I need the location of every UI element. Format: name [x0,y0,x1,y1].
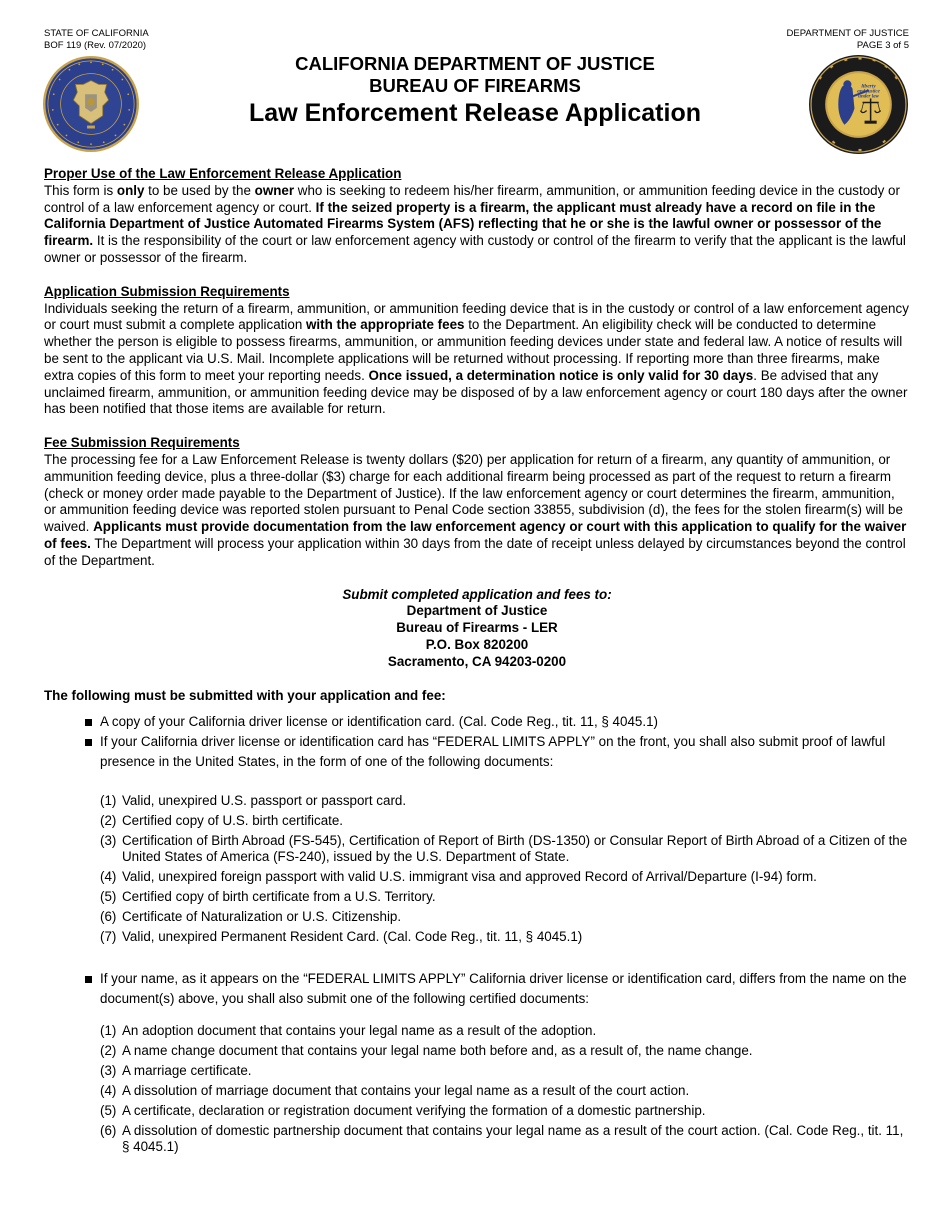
list-number: (7) [100,929,117,945]
requirement-text: A copy of your California driver license or identification card. (Cal. Code Reg., tit. 11, § 4045.1) [100,714,658,730]
list-item [100,869,910,885]
proper-use-emphasis: only [116,182,145,198]
list-text: A marriage certificate. [122,1063,252,1079]
svg-text:under law: under law [858,93,880,100]
list-number: (4) [100,1083,117,1099]
list-text: Certified copy of birth certificate from a U.S. Territory. [122,889,436,905]
list-number: (4) [100,869,117,885]
list-number: (3) [100,833,117,849]
list-number: (1) [100,1023,117,1039]
bureau-title: BUREAU OF FIREARMS [369,75,581,96]
list-item [100,833,910,865]
svg-text:liberty: liberty [861,83,876,90]
requirements-list [44,712,910,772]
address-line: Sacramento, CA 94203-0200 [387,653,567,669]
list-item [100,1123,910,1155]
bureau-of-firearms-seal [42,55,140,153]
list-item [100,1083,910,1099]
form-instructions [44,166,910,1159]
submission-text: to the Department. An eligibility check will be conducted to determine whether the person is eligible to possess firearms, ammunition, or ammunition feeding devices under state and federal law. A notice of results will be sent to the applicant via U.S. Mail. Incomplete applications will be returned without processing. If reporting more than three firearms, make extra copies of this form to meet your reporting needs. [44,317,903,383]
list-text: A certificate, declaration or registration document verifying the formation of a domestic partnership. [122,1103,706,1119]
submission-section [44,284,910,418]
submission-text: . Be advised that any unclaimed firearm, ammunition, or ammunition feeding device may be disposed of by a law enforcement agency or court 180 days after the owner has been notified that those items are available for return. [44,367,908,417]
list-number: (3) [100,1063,117,1079]
requirement-item [44,712,910,732]
list-text: Valid, unexpired foreign passport with valid U.S. immigrant visa and approved Record of Arrival/Departure (I-94) form. [122,869,817,885]
list-item [100,813,910,829]
state-label: STATE OF CALIFORNIA [44,28,149,39]
bullet-square-icon [85,739,92,746]
list-number: (1) [100,793,117,809]
address-line: Bureau of Firearms - LER [396,620,558,636]
requirement-text: If your California driver license or identification card has “FEDERAL LIMITS APPLY” on the front, you shall also submit proof of lawful presence in the United States, in the form of one of the following documents: [100,734,886,770]
list-text: An adoption document that contains your legal name as a result of the adoption. [122,1023,597,1039]
list-number: (6) [100,1123,117,1139]
requirements-heading: The following must be submitted with your application and fee: [44,687,446,703]
fee-text: The Department will process your application within 30 days from the date of receipt unless delayed by circumstances beyond the control of the Department. [44,535,906,568]
list-number: (6) [100,909,117,925]
list-text: A dissolution of domestic partnership document that contains your legal name as a result of the court action. (Cal. Code Reg., tit. 11, § 4045.1) [122,1123,904,1155]
name-difference-requirement [44,969,910,1009]
list-item [100,929,910,945]
form-title: Law Enforcement Release Application [249,99,701,127]
submission-emphasis: with the appropriate fees [305,317,465,333]
proper-use-text: who is seeking to redeem his/her firearm, ammunition, or ammunition feeding device in the custody or control of a law enforcement agency or court. [44,182,900,215]
list-item [100,1063,910,1079]
department-label: DEPARTMENT OF JUSTICE [786,28,909,39]
address-line: Department of Justice [406,603,548,619]
list-number: (5) [100,889,117,905]
fee-heading: Fee Submission Requirements [44,435,240,451]
list-text: Certified copy of U.S. birth certificate. [122,813,344,829]
list-text: Valid, unexpired Permanent Resident Card. (Cal. Code Reg., tit. 11, § 4045.1) [122,929,583,945]
requirement-item [44,969,910,1009]
address-line: P.O. Box 820200 [425,636,529,652]
list-number: (5) [100,1103,117,1119]
requirement-text: If your name, as it appears on the “FEDERAL LIMITS APPLY” California driver license or identification card, differs from the name on the document(s) above, you shall also submit one of the following certified documents: [100,971,907,1007]
address-heading: Submit completed application and fees to: [342,586,612,602]
proper-use-emphasis: owner [254,182,295,198]
lawful-presence-documents [44,793,910,945]
svg-text:and justice: and justice [857,88,880,95]
requirement-item [44,732,910,772]
bullet-square-icon [85,719,92,726]
bullet-square-icon [85,976,92,983]
submission-emphasis: Once issued, a determination notice is only valid for 30 days [368,367,754,383]
list-item [100,1023,910,1039]
submission-text: Individuals seeking the return of a firearm, ammunition, or ammunition feeding device that is in the custody or control of a law enforcement agency or court must submit a complete application [44,300,909,333]
list-text: Certification of Birth Abroad (FS-545), Certification of Report of Birth (DS-1350) or Consular Report of Birth Abroad of a Citizen of the United States of America (FS-240), issued by the U.S. Department of State. [122,833,908,865]
list-text: Valid, unexpired U.S. passport or passport card. [122,793,407,809]
page-number: PAGE 3 of 5 [856,40,909,51]
fee-text: The processing fee for a Law Enforcement Release is twenty dollars ($20) per application for return of a firearm, any quantity of ammunition, or ammunition feeding device, plus a three-dollar ($3) charge for each additional firearm being processed as part of the request to return a firearm (check or money order made payable to the Department of Justice). If the law enforcement agency or court determines the firearm, ammunition, or ammunition feeding device was reported stolen pursuant to Penal Code section 33855, subdivision (d), the fees for the stolen firearm(s) will be waived. [44,451,903,535]
agency-title: CALIFORNIA DEPARTMENT OF JUSTICE [295,53,655,74]
list-item [100,889,910,905]
certified-name-documents [44,1023,910,1155]
attorney-general-seal [808,54,909,155]
proper-use-text: It is the responsibility of the court or law enforcement agency with custody or control of the firearm to verify that the applicant is the lawful owner or possessor of the firearm. [44,233,906,265]
proper-use-text: This form is [44,182,117,198]
proper-use-text: to be used by the [144,182,255,198]
document-title-block [200,53,750,129]
list-item [100,793,910,809]
list-text: A dissolution of marriage document that contains your legal name as a result of the court action. [122,1083,690,1099]
proper-use-heading: Proper Use of the Law Enforcement Release Application [44,166,402,181]
list-number: (2) [100,1043,117,1059]
proper-use-section [44,166,910,267]
list-number: (2) [100,813,117,829]
fee-section [44,435,910,569]
submission-heading: Application Submission Requirements [44,283,290,299]
list-item [100,1103,910,1119]
form-id-block [44,28,149,52]
list-item [100,1043,910,1059]
page-info-block [787,28,909,52]
form-number: BOF 119 (Rev. 07/2020) [44,40,147,51]
list-item [100,909,910,925]
list-text: Certificate of Naturalization or U.S. Citizenship. [122,909,402,925]
proper-use-emphasis: If the seized property is a firearm, the applicant must already have a record on file in the California Department of Justice Automated Firearms System (AFS) reflecting that he or she is the lawful owner or possessor of the firearm. [44,199,882,249]
list-text: A name change document that contains your legal name both before and, as a result of, the name change. [122,1043,753,1059]
fee-emphasis: Applicants must provide documentation from the law enforcement agency or court with this application to qualify for the waiver of fees. [44,519,907,551]
mailing-address-block [44,587,910,671]
